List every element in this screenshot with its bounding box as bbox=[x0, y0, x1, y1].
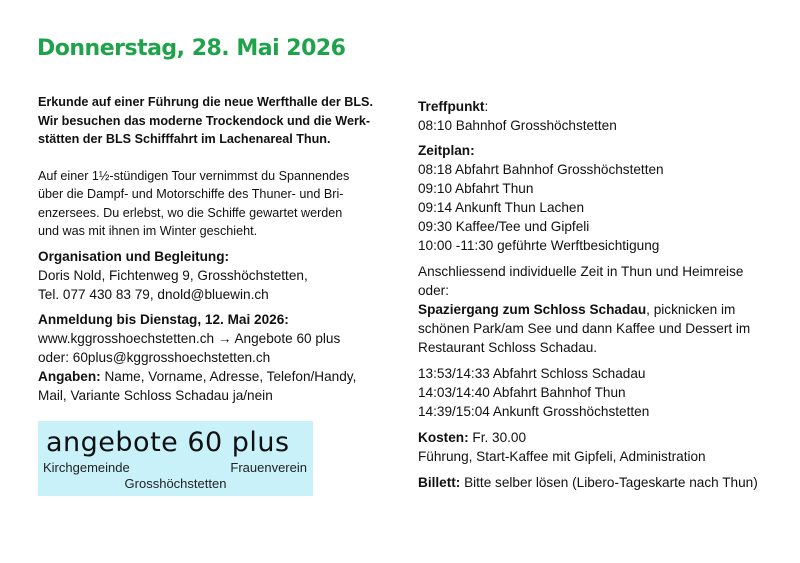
costs-line bbox=[418, 428, 788, 447]
walk-line: Restaurant Schloss Schadau. bbox=[418, 340, 598, 355]
meeting-point-heading bbox=[418, 97, 788, 116]
logo-frauenverein: Frauenverein bbox=[230, 460, 307, 475]
website-link[interactable]: www.kggrosshoechstetten.ch bbox=[38, 330, 215, 346]
description-line: über die Dampf- und Motorschiffe des Thuner- und Bri- bbox=[38, 187, 344, 201]
afterwards-section bbox=[418, 262, 788, 357]
arrow-right-icon: → bbox=[217, 330, 232, 346]
angebote-60-plus-logo bbox=[38, 421, 313, 496]
description-line: enzersees. Du erlebst, wo die Schiffe gewartet werden bbox=[38, 205, 343, 220]
schedule-item: 08:18 Abfahrt Bahnhof Grosshöchstetten bbox=[418, 162, 664, 177]
intro-line: Erkunde auf einer Führung die neue Werfthalle der BLS. bbox=[38, 95, 373, 109]
return-item: 13:53/14:33 Abfahrt Schloss Schadau bbox=[418, 366, 646, 381]
afterwards-line: oder: bbox=[418, 283, 449, 298]
intro-line: Wir besuchen das moderne Trockendock und die Werk- bbox=[38, 113, 371, 128]
costs-value: Fr. 30.00 bbox=[468, 430, 527, 445]
walk-line: schönen Park/am See und dann Kaffee und Dessert im bbox=[418, 321, 751, 336]
page-title: Donnerstag, 28. Mai 2026 bbox=[37, 36, 346, 61]
description-line: Auf einer 1½-stündigen Tour vernimmst du Spannendes bbox=[38, 168, 350, 183]
return-item: 14:03/14:40 Abfahrt Bahnhof Thun bbox=[418, 385, 626, 400]
schedule-item: 09:14 Ankunft Thun Lachen bbox=[418, 200, 585, 215]
colon: : bbox=[484, 99, 489, 114]
ticket-line bbox=[418, 473, 788, 492]
right-column bbox=[418, 97, 788, 492]
costs-section bbox=[418, 428, 788, 466]
intro-paragraph bbox=[38, 93, 383, 149]
registration-website-line bbox=[38, 329, 383, 348]
meeting-point-label: Treffpunkt bbox=[418, 99, 485, 114]
logo-main-text: angebote 60 plus bbox=[46, 427, 290, 458]
registration-email-line: oder: 60plus@kggrosshoechstetten.ch bbox=[38, 349, 271, 365]
organisation-heading: Organisation und Begleitung: bbox=[38, 248, 230, 264]
walk-bold: Spaziergang zum Schloss Schadau bbox=[418, 302, 647, 317]
meeting-point-section bbox=[418, 97, 788, 135]
schedule-item: 09:10 Abfahrt Thun bbox=[418, 181, 534, 196]
meeting-point-line: 08:10 Bahnhof Grosshöchstetten bbox=[418, 118, 617, 133]
description-paragraph bbox=[38, 167, 383, 241]
walk-line bbox=[418, 300, 788, 319]
description-line: und was mit ihnen im Winter geschieht. bbox=[38, 224, 258, 238]
return-schedule-section bbox=[418, 364, 788, 421]
ticket-label: Billett: bbox=[418, 475, 461, 490]
return-item: 14:39/15:04 Ankunft Grosshöchstetten bbox=[418, 404, 650, 419]
schedule-item: 10:00 -11:30 geführte Werftbesichtigung bbox=[418, 238, 660, 253]
intro-line: stätten der BLS Schifffahrt im Lachenareal Thun. bbox=[38, 132, 331, 146]
afterwards-line: Anschliessend individuelle Zeit in Thun und Heimreise bbox=[418, 264, 744, 279]
organisation-line: Tel. 077 430 83 79, dnold@bluewin.ch bbox=[38, 286, 269, 302]
organisation-line: Doris Nold, Fichtenweg 9, Grosshöchstetten, bbox=[38, 267, 308, 283]
website-section: Angebote 60 plus bbox=[234, 330, 341, 346]
registration-heading: Anmeldung bis Dienstag, 12. Mai 2026: bbox=[38, 311, 289, 327]
details-label: Angaben: bbox=[38, 368, 101, 384]
costs-label: Kosten: bbox=[418, 430, 469, 445]
left-column bbox=[38, 93, 383, 405]
details-text: Name, Vorname, Adresse, Telefon/Handy, bbox=[104, 368, 357, 384]
schedule-item: 09:30 Kaffee/Tee und Gipfeli bbox=[418, 219, 590, 234]
organisation-section bbox=[38, 247, 383, 304]
schedule-heading: Zeitplan: bbox=[418, 143, 475, 158]
logo-kirchgemeinde: Kirchgemeinde bbox=[43, 460, 130, 475]
schedule-section bbox=[418, 141, 788, 255]
walk-rest: , picknicken im bbox=[646, 302, 736, 317]
registration-details-line bbox=[38, 367, 383, 386]
logo-location: Grosshöchstetten bbox=[124, 476, 227, 491]
costs-details: Führung, Start-Kaffee mit Gipfeli, Administration bbox=[418, 449, 706, 464]
registration-details-line2: Mail, Variante Schloss Schadau ja/nein bbox=[38, 387, 273, 403]
ticket-section bbox=[418, 473, 788, 492]
registration-section bbox=[38, 310, 383, 405]
ticket-value: Bitte selber lösen (Libero-Tageskarte nach Thun) bbox=[460, 475, 758, 490]
